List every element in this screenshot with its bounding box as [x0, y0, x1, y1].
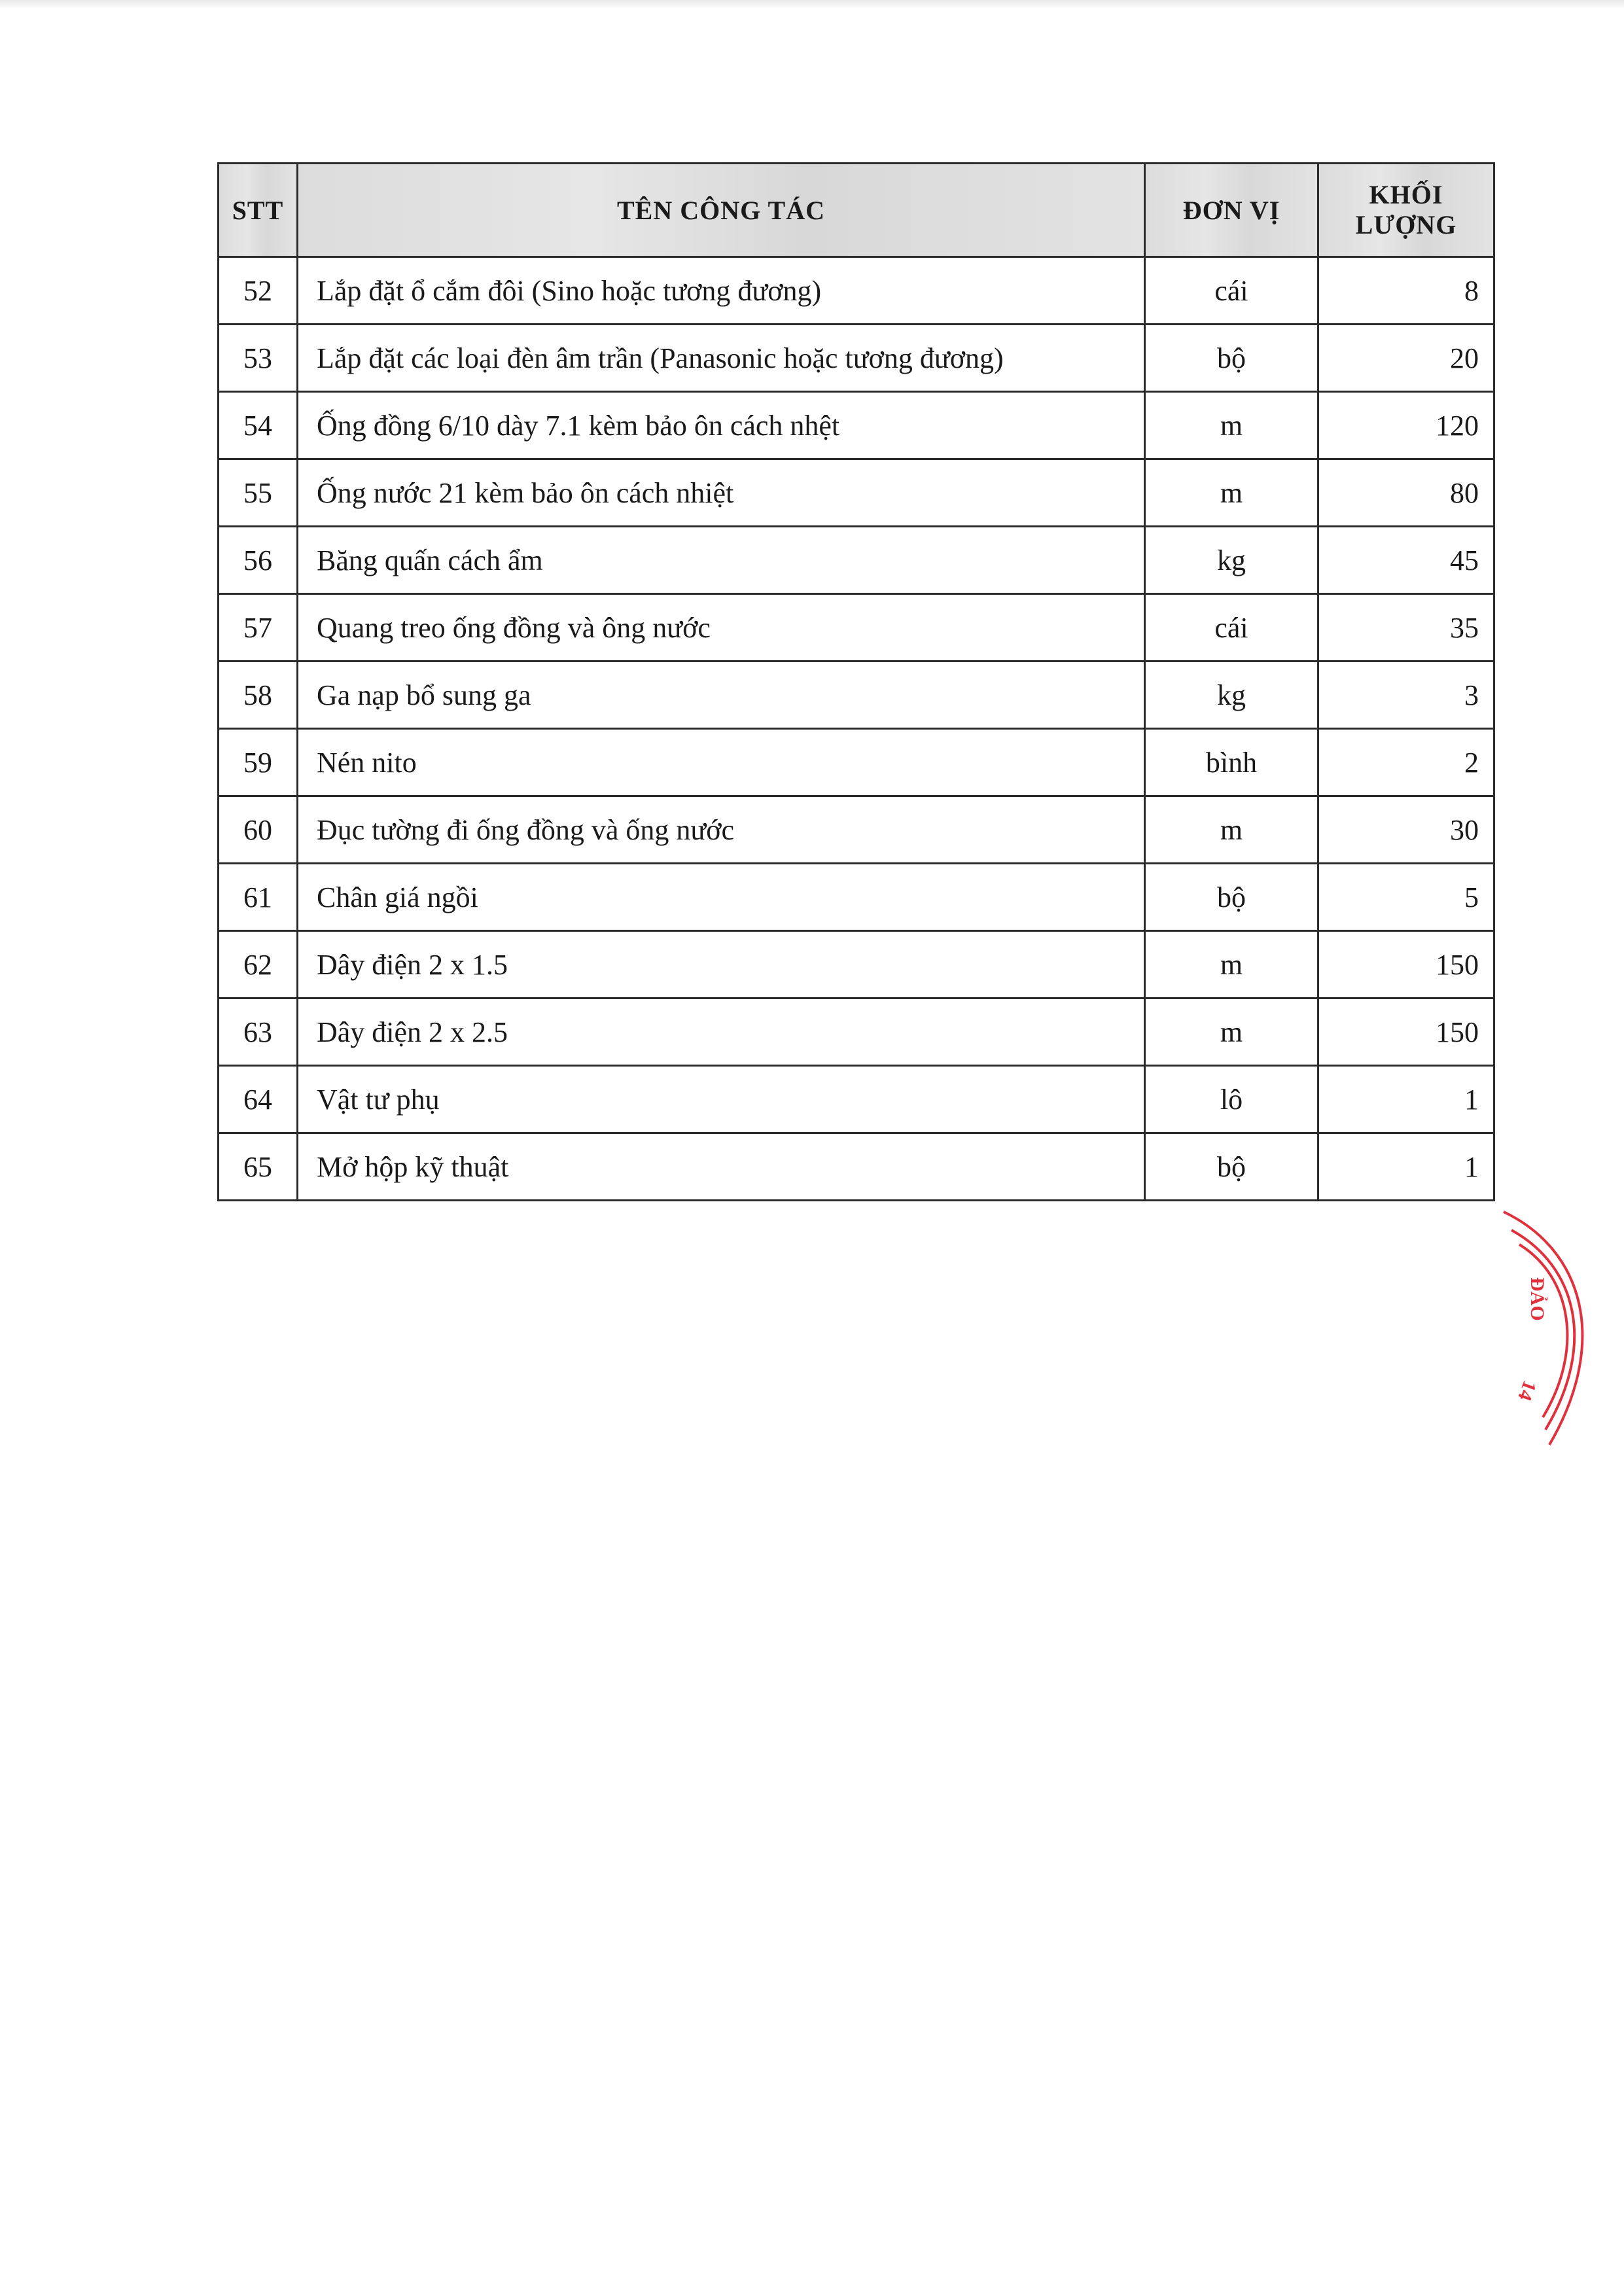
cell-stt: 57: [219, 594, 298, 662]
cell-qty: 8: [1318, 257, 1494, 325]
cell-stt: 62: [219, 931, 298, 998]
table-row: [219, 392, 1494, 459]
cell-qty: 3: [1318, 662, 1494, 729]
cell-name: Lắp đặt ổ cắm đôi (Sino hoặc tương đương): [298, 257, 1145, 325]
cell-qty: 150: [1318, 998, 1494, 1066]
table-row: [219, 931, 1494, 998]
cell-name: Nén nito: [298, 729, 1145, 796]
cell-qty: 2: [1318, 729, 1494, 796]
cell-name: Lắp đặt các loại đèn âm trần (Panasonic hoặc tương đương): [298, 325, 1145, 392]
cell-unit: m: [1145, 796, 1318, 864]
table-row: [219, 257, 1494, 325]
header-name: TÊN CÔNG TÁC: [298, 164, 1145, 257]
table-row: [219, 864, 1494, 931]
scan-edge: [0, 0, 1624, 9]
stamp-outer-arc: [1504, 1212, 1582, 1445]
cell-unit: lô: [1145, 1066, 1318, 1133]
cell-name: Đục tường đi ống đồng và ống nước: [298, 796, 1145, 864]
cell-unit: bình: [1145, 729, 1318, 796]
cell-unit: m: [1145, 392, 1318, 459]
cell-unit: bộ: [1145, 325, 1318, 392]
cell-qty: 35: [1318, 594, 1494, 662]
cell-qty: 120: [1318, 392, 1494, 459]
cell-name: Dây điện 2 x 2.5: [298, 998, 1145, 1066]
cell-name: Quang treo ống đồng và ông nước: [298, 594, 1145, 662]
cell-qty: 20: [1318, 325, 1494, 392]
cell-qty: 5: [1318, 864, 1494, 931]
cell-stt: 63: [219, 998, 298, 1066]
header-qty-line1: KHỐI: [1369, 180, 1443, 209]
table-row: [219, 459, 1494, 527]
cell-stt: 53: [219, 325, 298, 392]
cell-name: Dây điện 2 x 1.5: [298, 931, 1145, 998]
cell-name: Ống nước 21 kèm bảo ôn cách nhiệt: [298, 459, 1145, 527]
cell-unit: bộ: [1145, 864, 1318, 931]
cell-stt: 58: [219, 662, 298, 729]
header-unit: ĐƠN VỊ: [1145, 164, 1318, 257]
table-row: [219, 998, 1494, 1066]
stamp-text-1: ĐẢO: [1527, 1277, 1548, 1321]
table-row: [219, 729, 1494, 796]
cell-qty: 45: [1318, 527, 1494, 594]
table-row: [219, 594, 1494, 662]
cell-stt: 55: [219, 459, 298, 527]
table-header-row: [219, 164, 1494, 257]
cell-qty: 80: [1318, 459, 1494, 527]
cell-stt: 56: [219, 527, 298, 594]
cell-stt: 61: [219, 864, 298, 931]
cell-name: Ống đồng 6/10 dày 7.1 kèm bảo ôn cách nhệt: [298, 392, 1145, 459]
cell-qty: 1: [1318, 1066, 1494, 1133]
cell-unit: cái: [1145, 594, 1318, 662]
header-qty-line2: LƯỢNG: [1355, 210, 1457, 239]
cell-name: Vật tư phụ: [298, 1066, 1145, 1133]
cell-stt: 65: [219, 1133, 298, 1201]
table-row: [219, 1133, 1494, 1201]
stamp-text-2: 14: [1513, 1377, 1541, 1404]
cell-unit: cái: [1145, 257, 1318, 325]
table-row: [219, 527, 1494, 594]
work-items-table: [217, 162, 1495, 1201]
table-row: [219, 662, 1494, 729]
table-row: [219, 796, 1494, 864]
table-body: [219, 257, 1494, 1201]
cell-stt: 59: [219, 729, 298, 796]
cell-stt: 60: [219, 796, 298, 864]
cell-stt: 52: [219, 257, 298, 325]
table-row: [219, 1066, 1494, 1133]
cell-name: Mở hộp kỹ thuật: [298, 1133, 1145, 1201]
cell-unit: m: [1145, 931, 1318, 998]
cell-unit: m: [1145, 998, 1318, 1066]
cell-name: Ga nạp bổ sung ga: [298, 662, 1145, 729]
header-stt: STT: [219, 164, 298, 257]
cell-unit: kg: [1145, 527, 1318, 594]
cell-name: Băng quấn cách ẩm: [298, 527, 1145, 594]
cell-unit: m: [1145, 459, 1318, 527]
cell-unit: bộ: [1145, 1133, 1318, 1201]
cell-qty: 1: [1318, 1133, 1494, 1201]
stamp-inner-arc: [1511, 1230, 1574, 1430]
cell-unit: kg: [1145, 662, 1318, 729]
cell-stt: 54: [219, 392, 298, 459]
cell-qty: 150: [1318, 931, 1494, 998]
cell-name: Chân giá ngồi: [298, 864, 1145, 931]
red-seal-stamp: [1485, 1204, 1624, 1453]
cell-stt: 64: [219, 1066, 298, 1133]
table-row: [219, 325, 1494, 392]
header-qty: [1318, 164, 1494, 257]
cell-qty: 30: [1318, 796, 1494, 864]
